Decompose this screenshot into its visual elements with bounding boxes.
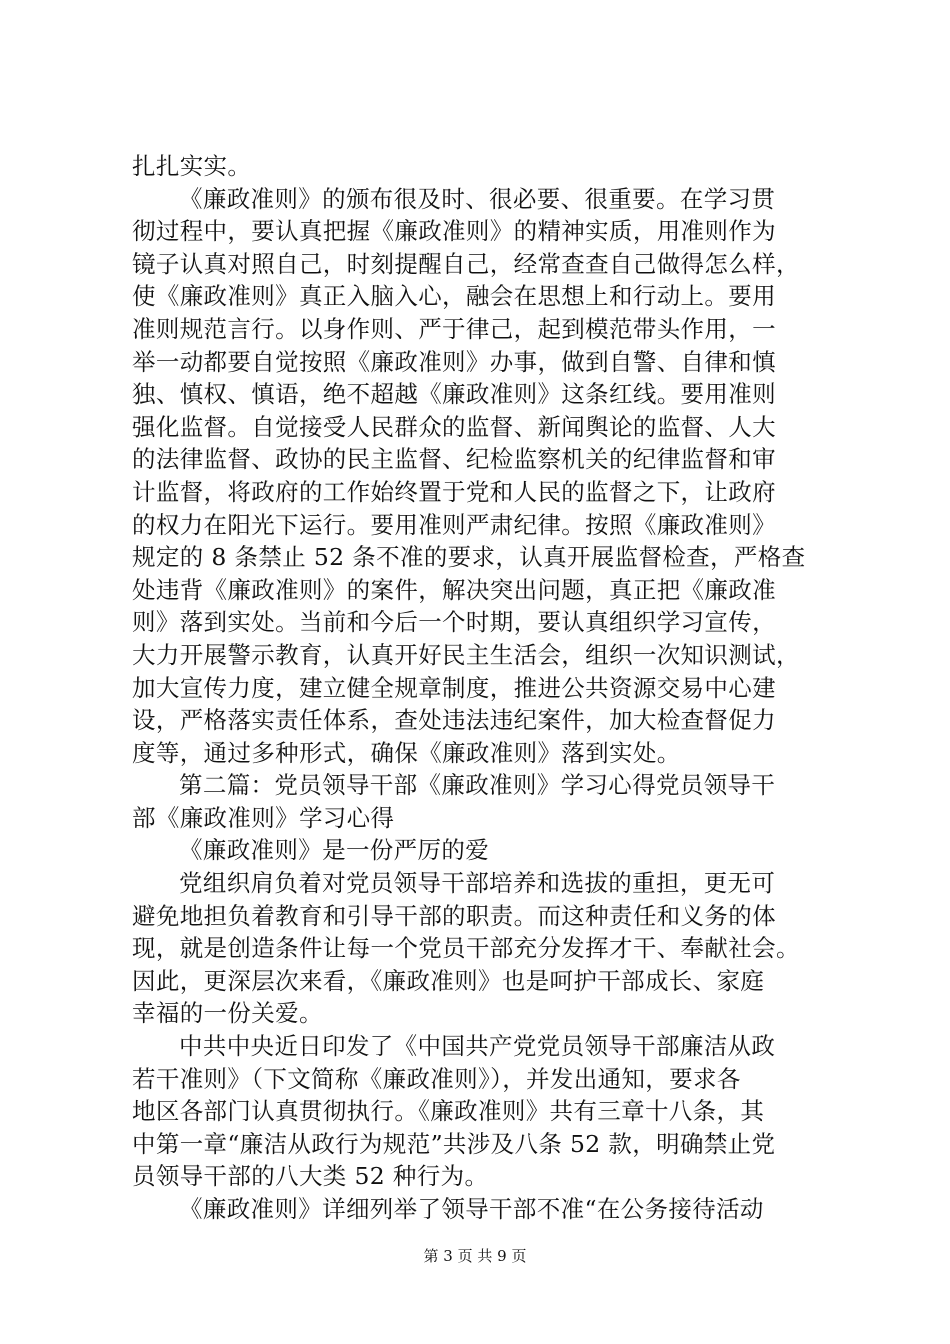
page-number-footer: 第 3 页 共 9 页 [423,1247,527,1265]
subtitle-line: 《廉政准则》是一份严厉的爱 [179,836,490,865]
text-line: 度等，通过多种形式，确保《廉政准则》落到实处。 [132,738,681,767]
section-heading-line: 第二篇：党员领导干部《廉政准则》学习心得党员领导干 [179,771,776,800]
paragraph-start-line: 《廉政准则》的颁布很及时、很必要、很重要。在学习贯 [179,184,776,213]
text-line: 计监督，将政府的工作始终置于党和人民的监督之下，让政府 [132,477,776,506]
text-line: 镜子认真对照自己，时刻提醒自己，经常查查自己做得怎么样， [132,249,800,278]
text-line: 避免地担负着教育和引导干部的职责。而这种责任和义务的体 [132,901,776,930]
text-line: 举一动都要自觉按照《廉政准则》办事，做到自警、自律和慎 [132,347,776,376]
section-heading-line: 部《廉政准则》学习心得 [132,803,395,832]
text-line: 幸福的一份关爱。 [132,999,323,1028]
text-line: 地区各部门认真贯彻执行。《廉政准则》共有三章十八条，其 [132,1097,765,1126]
text-line: 设，严格落实责任体系，查处违法违纪案件，加大检查督促力 [132,706,776,735]
text-line: 独、慎权、慎语，绝不超越《廉政准则》这条红线。要用准则 [132,380,776,409]
text-line: 的法律监督、政协的民主监督、纪检监察机关的纪律监督和审 [132,445,776,474]
text-line: 使《廉政准则》真正入脑入心，融会在思想上和行动上。要用 [132,282,776,311]
text-line: 因此，更深层次来看，《廉政准则》也是呵护干部成长、家庭 [132,966,765,995]
paragraph-start-line: 《廉政准则》详细列举了领导干部不准“在公务接待活动 [179,1195,764,1223]
text-line: 强化监督。自觉接受人民群众的监督、新闻舆论的监督、人大 [132,412,776,441]
text-line: 的权力在阳光下运行。要用准则严肃纪律。按照《廉政准则》 [132,510,776,539]
text-line: 中第一章“廉洁从政行为规范”共涉及八条 52 款，明确禁止党 [132,1129,776,1158]
text-line: 现，就是创造条件让每一个党员干部充分发挥才干、奉献社会。 [132,934,800,963]
text-line: 处违背《廉政准则》的案件，解决突出问题，真正把《廉政准 [132,575,776,604]
text-line: 准则规范言行。以身作则、严于律己，起到模范带头作用，一 [132,314,776,343]
text-line: 加大宣传力度，建立健全规章制度，推进公共资源交易中心建 [132,673,776,702]
text-line: 大力开展警示教育，认真开好民主生活会，组织一次知识测试， [132,640,800,669]
text-line: 则》落到实处。当前和今后一个时期，要认真组织学习宣传， [132,608,776,637]
text-line: 若干准则》（下文简称《廉政准则》），并发出通知，要求各 [132,1064,741,1093]
text-line: 员领导干部的八大类 52 种行为。 [132,1162,489,1191]
text-line: 扎扎实实。 [132,152,252,180]
text-line: 规定的 8 条禁止 52 条不准的要求，认真开展监督检查，严格查 [132,543,806,572]
text-line: 彻过程中，要认真把握《廉政准则》的精神实质，用准则作为 [132,217,776,246]
paragraph-start-line: 中共中央近日印发了《中国共产党党员领导干部廉洁从政 [179,1032,776,1061]
paragraph-start-line: 党组织肩负着对党员领导干部培养和选拔的重担，更无可 [179,869,776,898]
document-body [132,150,834,1226]
